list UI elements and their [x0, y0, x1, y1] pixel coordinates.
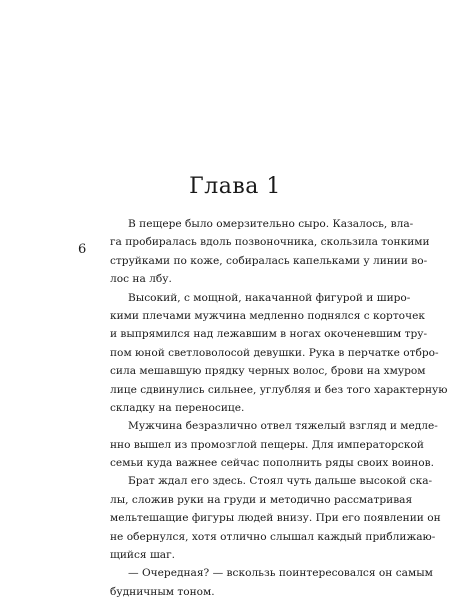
text-line: щийся шаг. [110, 549, 176, 562]
chapter-title: Глава 1 [189, 174, 281, 199]
paragraph [110, 472, 441, 564]
text-line: Высокий, с мощной, накачанной фигурой и широ- [128, 291, 411, 304]
paragraph [110, 417, 438, 472]
text-line: будничным тоном. [110, 585, 215, 598]
chapter-body [110, 215, 448, 601]
text-line: — Очередная? — вскользь поинтересовался он самым [128, 567, 433, 580]
paragraph [110, 289, 448, 418]
text-line: лице сдвинулись сильнее, углубляя и без того характерную [110, 383, 448, 396]
text-line: и выпрямился над лежавшим в ногах окоченевшим тру- [110, 328, 428, 341]
text-line: лос на лбу. [110, 273, 172, 286]
text-line: Мужчина безразлично отвел тяжелый взгляд и медле- [128, 420, 438, 433]
text-line: пом юной светловолосой девушки. Рука в перчатке отбро- [110, 346, 439, 359]
text-line: мельтешащие фигуры людей внизу. При его появлении он [110, 512, 441, 525]
paragraph [110, 215, 430, 289]
text-line: семьи куда важнее сейчас пополнить ряды своих воинов. [110, 457, 434, 470]
text-line: не обернулся, хотя отлично слышал каждый приближаю- [110, 530, 436, 543]
text-line: Брат ждал его здесь. Стоял чуть дальше высокой ска- [128, 475, 433, 488]
text-line: га пробиралась вдоль позвоночника, скользила тонкими [110, 236, 430, 249]
page-number: 6 [78, 242, 87, 257]
text-line: В пещере было омерзительно сыро. Казалось, вла- [128, 218, 414, 230]
text-line: кими плечами мужчина медленно поднялся с корточек [110, 309, 425, 322]
text-line: сила мешавшую прядку черных волос, брови на хмуром [110, 365, 426, 378]
text-line: складку на переносице. [110, 401, 245, 414]
text-line: струйками по коже, собиралась капельками у линии во- [110, 254, 428, 267]
text-line: нно вышел из промозглой пещеры. Для императорской [110, 438, 424, 451]
text-line: лы, сложив руки на груди и методично рассматривая [110, 493, 413, 506]
